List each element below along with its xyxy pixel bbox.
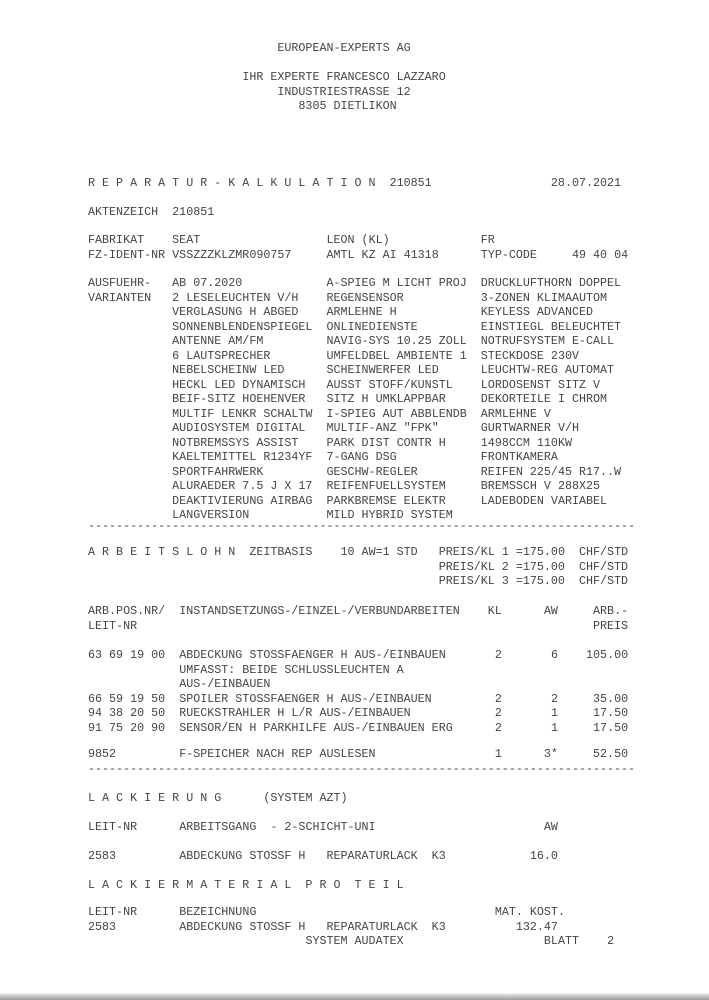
variant-item: SPORTFAHRWERK [172, 464, 264, 479]
variant-item: PARK DIST CONTR H [326, 435, 446, 450]
labor-heading: A R B E I T S L O H N [88, 545, 236, 559]
header-desc: INSTANDSETZUNGS-/EINZEL-/VERBUNDARBEITEN [179, 604, 460, 618]
variant-item: ANTENNE AM/FM [172, 334, 264, 348]
fz-ident-label: FZ-IDENT-NR [88, 247, 166, 262]
paint-header-gang: ARBEITSGANG - 2-SCHICHT-UNI [179, 820, 376, 834]
aktenzeich-label: AKTENZEICH [88, 205, 159, 219]
letterhead-company [88, 41, 411, 56]
variants-label-1: AUSFUEHR- [88, 276, 152, 290]
variant-item: I-SPIEG AUT ABBLENDB [326, 406, 467, 421]
variant-item: ARMLEHNE H [326, 305, 397, 319]
paintmat-heading: L A C K I E R M A T E R I A L P R O T E I L [88, 878, 404, 892]
labor-desc: SENSOR/EN H PARKHILFE AUS-/EINBAUEN ERG [179, 720, 453, 735]
variants-block [88, 276, 621, 523]
vehicle-make: SEAT [172, 233, 201, 247]
header-price-2: PREIS [593, 618, 629, 633]
kl1-price: PREIS/KL 1 =175.00 [438, 545, 565, 559]
report-number: 210851 [389, 176, 432, 190]
labor-desc-extra: AUS-/EINBAUEN [179, 677, 271, 691]
separator-1 [88, 519, 635, 534]
report-title-line [88, 176, 621, 191]
variant-item: NOTRUFSYSTEM E-CALL [480, 334, 615, 348]
variant-item: EINSTIEGL BELEUCHTET [480, 319, 622, 334]
variant-item: AB 07.2020 [172, 276, 243, 290]
labor-kl: 2 [494, 706, 502, 720]
scan-edge-shadow [0, 993, 709, 1000]
labor-desc: ABDECKUNG STOSSFAENGER H AUS-/EINBAUEN [179, 648, 446, 662]
variant-item: DEKORTEILE I CHROM [480, 392, 608, 406]
variant-item: SONNENBLENDENSPIEGEL [172, 319, 313, 334]
variant-item: DEAKTIVIERUNG AIRBAG [172, 493, 313, 508]
variant-item: GURTWARNER V/H [480, 421, 579, 435]
labor-aw: 1 [550, 706, 558, 720]
labor-price: 17.50 [593, 706, 629, 720]
labor-kl: 2 [494, 691, 502, 706]
labor-desc-extra: UMFASST: BEIDE SCHLUSSLEUCHTEN A [179, 662, 404, 677]
paint-header-aw: AW [543, 820, 558, 834]
variant-item: STECKDOSE 230V [480, 348, 579, 363]
labor-kl: 2 [494, 648, 502, 662]
variant-item: PARKBREMSE ELEKTR [326, 493, 446, 508]
labor-price: 105.00 [586, 648, 629, 662]
blatt-label: BLATT [543, 934, 579, 948]
labor-kl: 2 [494, 720, 502, 735]
street-address: INDUSTRIESTRASSE 12 [277, 84, 411, 99]
labor-price: 52.50 [593, 747, 629, 761]
letterhead-address [88, 70, 446, 114]
labor-aw: 1 [550, 720, 558, 735]
paint-table-row [88, 849, 558, 864]
labor-aw: 2 [550, 691, 558, 706]
variant-item: GESCHW-REGLER [326, 464, 418, 479]
paint-heading-line [88, 791, 348, 806]
paintmat-desc: ABDECKUNG STOSSF H REPARATURLACK K3 [179, 919, 446, 934]
variant-item: KAELTEMITTEL R1234YF [172, 450, 313, 464]
labor-kl: 1 [494, 747, 502, 761]
separator-2 [88, 762, 635, 777]
footer-system: SYSTEM AUDATEX [305, 934, 404, 948]
labor-aw: 6 [550, 648, 558, 662]
variant-item: 2 LESELEUCHTEN V/H [172, 290, 299, 305]
price-unit: CHF/STD [578, 574, 629, 588]
variant-item: HECKL LED DYNAMISCH [172, 377, 306, 392]
variant-item: BEIF-SITZ HOEHENVER [172, 392, 306, 406]
expert-name: IHR EXPERTE FRANCESCO LAZZARO [242, 70, 446, 84]
variant-item: LADEBODEN VARIABEL [480, 493, 608, 508]
variant-item: REIFENFUELLSYSTEM [326, 479, 446, 493]
variant-item: VERGLASUNG H ABGED [172, 305, 299, 319]
zeitbasis-value: 10 AW=1 STD [340, 545, 418, 559]
labor-desc: SPOILER STOSSFAENGER H AUS-/EINBAUEN [179, 691, 432, 706]
header-price-1: ARB.- [593, 604, 629, 618]
variant-item: KEYLESS ADVANCED [480, 305, 594, 319]
vehicle-info [88, 233, 628, 262]
variant-item: 3-ZONEN KLIMAAUTOM [480, 290, 608, 305]
variant-item: DRUCKLUFTHORN DOPPEL [480, 276, 622, 290]
company-name: EUROPEAN-EXPERTS AG [277, 41, 411, 55]
labor-pos-nr: 91 75 20 90 [88, 720, 166, 735]
variant-item: 7-GANG DSG [326, 450, 397, 464]
variant-item: AUDIOSYSTEM DIGITAL [172, 421, 306, 435]
paintmat-heading-line [88, 878, 404, 893]
variant-item: NAVIG-SYS 10.25 ZOLL [326, 334, 467, 348]
variant-item: ALURAEDER 7.5 J X 17 [172, 479, 313, 493]
variant-item: 1498CCM 110KW [480, 435, 572, 450]
variant-item: MULTIF-ANZ "FPK" [326, 421, 439, 435]
kl3-price: PREIS/KL 3 =175.00 [438, 574, 565, 588]
labor-row-9852 [88, 747, 628, 762]
aktenzeich-value: 210851 [172, 205, 215, 219]
paint-leit-nr: 2583 [88, 849, 117, 863]
typcode-label: TYP-CODE [480, 247, 537, 262]
separator-line: ------------------------------------------------------------------------------ [88, 762, 636, 776]
paintmat-block [88, 905, 614, 949]
variant-item: NEBELSCHEINW LED [172, 363, 285, 377]
header-kl: KL [487, 604, 502, 618]
variant-item: SITZ H UMKLAPPBAR [326, 392, 446, 406]
vehicle-vin: VSSZZZKLZMR090757 [172, 247, 292, 262]
labor-desc: RUECKSTRAHLER H L/R AUS-/EINBAUEN [179, 706, 411, 720]
typcode-value: 49 40 04 [571, 247, 629, 262]
labor-desc: F-SPEICHER NACH REP AUSLESEN [179, 747, 376, 761]
variant-item: 6 LAUTSPRECHER [172, 348, 271, 363]
header-pos-nr: ARB.POS.NR/ [88, 604, 166, 618]
variant-item: ONLINEDIENSTE [326, 319, 418, 334]
report-title: R E P A R A T U R - K A L K U L A T I O N [88, 176, 376, 190]
price-unit: CHF/STD [579, 545, 629, 559]
variant-item: AUSST STOFF/KUNSTL [326, 377, 453, 392]
labor-pos-nr: 66 59 19 50 [88, 691, 166, 706]
variant-item: LORDOSENST SITZ V [480, 377, 601, 392]
vehicle-country: FR [480, 233, 495, 247]
zeitbasis-label: ZEITBASIS [249, 545, 313, 559]
paint-desc: ABDECKUNG STOSSF H REPARATURLACK K3 [179, 849, 446, 863]
variant-item: REIFEN 225/45 R17..W [480, 464, 622, 479]
paintmat-cost: 132.47 [515, 919, 558, 934]
vehicle-model: LEON (KL) [326, 233, 390, 247]
variant-item: BREMSSCH V 288X25 [480, 479, 601, 493]
header-aw: AW [543, 604, 558, 618]
paint-heading: L A C K I E R U N G [88, 791, 222, 805]
paint-table-header [88, 820, 558, 835]
kl2-price: PREIS/KL 2 =175.00 [438, 559, 565, 574]
variant-item: UMFELDBEL AMBIENTE 1 [326, 348, 467, 363]
aktenzeich-line [88, 205, 214, 220]
labor-table-header [88, 604, 628, 633]
variant-item: FRONTKAMERA [480, 450, 558, 464]
header-leit-nr: LEIT-NR [88, 618, 138, 633]
paint-aw: 16.0 [529, 849, 558, 863]
labor-price: 17.50 [593, 720, 629, 735]
price-unit: CHF/STD [578, 559, 629, 574]
labor-pos-nr: 9852 [88, 747, 117, 761]
paint-system: (SYSTEM AZT) [263, 791, 348, 805]
labor-table-rows [88, 648, 628, 735]
variants-label-2: VARIANTEN [88, 290, 152, 305]
paintmat-header-cost: MAT. KOST. [494, 905, 565, 919]
labor-pos-nr: 63 69 19 00 [88, 648, 166, 662]
variant-item: ARMLEHNE V [480, 406, 551, 421]
labor-heading-block [88, 545, 628, 589]
variant-item: MULTIF LENKR SCHALTW [172, 406, 313, 421]
labor-aw: 3* [543, 747, 558, 761]
variant-item: MILD HYBRID SYSTEM [326, 508, 453, 522]
variant-item: NOTBREMSSYS ASSIST [172, 435, 299, 450]
variant-item: SCHEINWERFER LED [326, 363, 439, 377]
variant-item: LANGVERSION [172, 508, 250, 522]
separator-line: ------------------------------------------------------------------------------ [88, 519, 636, 533]
vehicle-plate: AMTL KZ AI 41318 [326, 247, 439, 262]
labor-pos-nr: 94 38 20 50 [88, 706, 166, 720]
city-line: 8305 DIETLIKON [298, 99, 397, 113]
paintmat-leit-nr: 2583 [88, 919, 117, 934]
labor-price: 35.00 [593, 691, 629, 706]
variant-item: REGENSENSOR [326, 290, 404, 305]
variant-item: LEUCHTW-REG AUTOMAT [480, 363, 615, 377]
fabrikat-label: FABRIKAT [88, 233, 145, 247]
paintmat-header-leit: LEIT-NR [88, 905, 138, 919]
variant-item: A-SPIEG M LICHT PROJ [326, 276, 467, 290]
paint-header-leit: LEIT-NR [88, 820, 138, 834]
report-date: 28.07.2021 [550, 176, 622, 190]
blatt-value: 2 [607, 934, 615, 948]
paintmat-header-desc: BEZEICHNUNG [179, 905, 257, 919]
